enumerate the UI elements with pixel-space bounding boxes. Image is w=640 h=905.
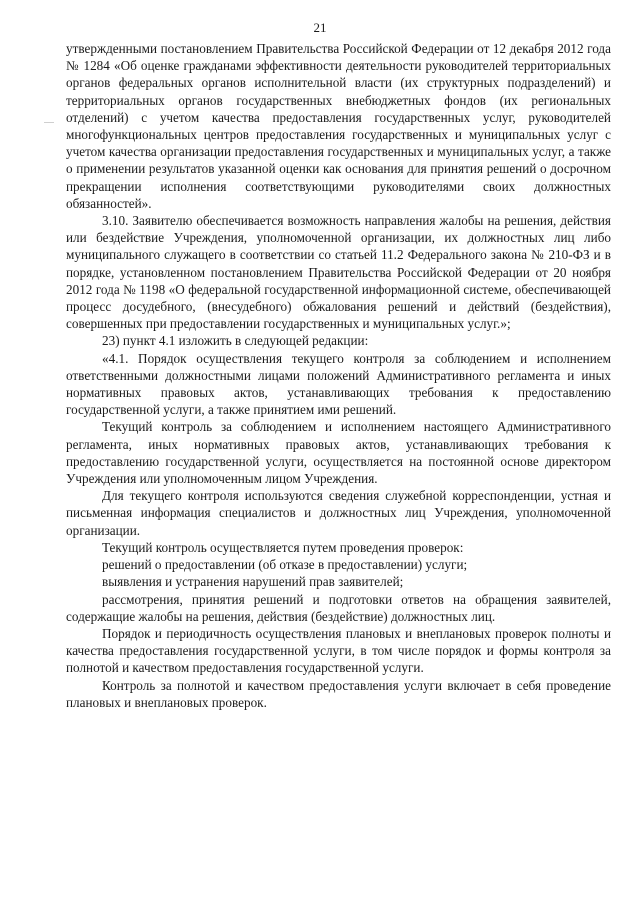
paragraph-check-decisions: решений о предоставлении (об отказе в предоставлении) услуги; bbox=[102, 557, 468, 573]
document-body bbox=[66, 40, 611, 711]
paragraph-4-1: «4.1. Порядок осуществления текущего контроля за соблюдением и исполнением ответственными должностными лицами положений Административного регламента и иных нормативных правовых актов, устанавливающих требования к предоставлению государственной услуги, а также принятием ими решений. bbox=[66, 350, 611, 418]
paragraph-check-violations: выявления и устранения нарушений прав заявителей; bbox=[102, 574, 404, 590]
paragraph-control-sources: Для текущего контроля используются сведения служебной корреспонденции, устная и письменная информация специалистов и должностных лиц Учреждения, уполномоченной организации. bbox=[66, 488, 611, 538]
page-number: 21 bbox=[313, 20, 327, 35]
margin-mark bbox=[44, 122, 54, 123]
paragraph-checks-intro: Текущий контроль осуществляется путем проведения проверок: bbox=[102, 539, 464, 555]
paragraph-check-complaints: рассмотрения, принятия решений и подготовки ответов на обращения заявителей, содержащие жалобы на решения, действия (бездействие) должностных лиц. bbox=[66, 591, 611, 624]
paragraph-current-control: Текущий контроль за соблюдением и исполнением настоящего Административного регламента, иных нормативных правовых актов, устанавливающих требования к предоставлению государственной услуги, осуществляется на постоянной основе директором Учреждения или уполномоченным лицом Учреждения. bbox=[66, 419, 611, 487]
paragraph-quality-control: Контроль за полнотой и качеством предоставления услуги включает в себя проведение плановых и внеплановых проверок. bbox=[66, 677, 611, 710]
paragraph-item-23: 23) пункт 4.1 изложить в следующей редакции: bbox=[102, 333, 369, 349]
paragraph-resolution-1284: утвержденными постановлением Правительства Российской Федерации от 12 декабря 2012 года № 1284 «Об оценке гражданами эффективности деятельности руководителей территориальных органов федеральных органов исполнительной власти (их структурных подразделений) и территориальных органов государственных внебюджетных фондов (их региональных отделений) с учетом качества предоставления государственных услуг, руководителей многофункциональных центров предоставления государственных и муниципальных услуг с учетом качества организации предоставления государственных и муниципальных услуг, а также о применении результатов указанной оценки как основания для принятия решений о досрочном прекращении исполнения соответствующими руководителями своих должностных обязанностей». bbox=[66, 41, 611, 211]
paragraph-3-10: 3.10. Заявителю обеспечивается возможность направления жалобы на решения, действия или бездействие Учреждения, уполномоченной организации, их должностных лиц либо муниципального служащего в соответствии со статьей 11.2 Федерального закона № 210-ФЗ и в порядке, установленном постановлением Правительства Российской Федерации от 20 ноября 2012 года № 1198 «О федеральной государственной информационной системе, обеспечивающей процесс досудебного, (внесудебного) обжалования решений и действий (бездействия), совершенных при предоставлении государственных и муниципальных услуг.»; bbox=[66, 213, 611, 332]
paragraph-inspection-order: Порядок и периодичность осуществления плановых и внеплановых проверок полноты и качества предоставления государственной услуги, в том числе порядок и формы контроля за полнотой и качеством предоставления государственной услуги. bbox=[66, 625, 611, 676]
